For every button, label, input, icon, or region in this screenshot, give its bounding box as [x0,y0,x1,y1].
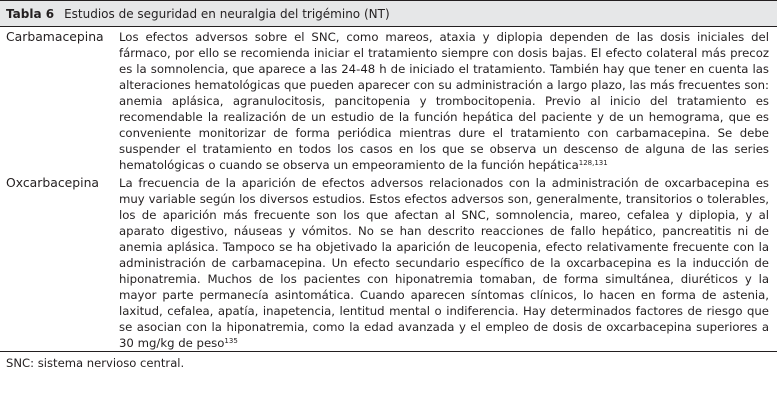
table-title: Estudios de seguridad en neuralgia del trigémino (NT) [64,6,390,21]
reference-superscript: 128,131 [578,159,608,167]
description-text: La frecuencia de la aparición de efectos adversos relacionados con la administración de oxcarbacepina es muy variable según los diversos estudios. Estos efectos adversos son, generalmente, transitorios o tolerables, los de aparición más frecuente son los que afectan al SNC, somnolencia, mareo, cefalea y diplopia, y al aparato digestivo, náuseas y vómitos. No se han descrito reacciones de fallo hepático, pancreatitis ni de anemia aplásica. Tampoco se ha objetivado la aparición de leucopenia, efecto relativamente frecuente con la administración de carbamacepina. Un efecto secundario específico de la oxcarbacepina es la inducción de hiponatremia. Muchos de los pacientes con hiponatremia tomaban, de forma simultánea, diuréticos y la mayor parte permanecía asintomática. Cuando aparecen síntomas clínicos, lo hacen en forma de astenia, laxitud, cefalea, apatía, inapetencia, lentitud mental o indiferencia. Hay determinados factores de riesgo que se asocian con la hiponatremia, como la edad avanzada y el empleo de dosis de oxcarbacepina superiores a 30 mg/kg de peso [119,176,769,350]
table-label: Tabla 6 [6,6,55,21]
drug-description [119,173,769,351]
drug-name: Carbamacepina [6,29,104,44]
table-caption [0,0,777,26]
table-row-oxcarbacepina [0,173,777,351]
table-row-carbamacepina [0,26,777,173]
description-text: Los efectos adversos sobre el SNC, como mareos, ataxia y diplopia dependen de las dosis iniciales del fármaco, por ello se recomienda iniciar el tratamiento siempre con dosis bajas. El efecto colateral más precoz es la somnolencia, que aparece a las 24-48 h de iniciado el tratamiento. También hay que tener en cuenta las alteraciones hematológicas que pueden aparecer con su administración a largo plazo, las más frecuentes son: anemia aplásica, agranulocitosis, pancitopenia y trombocitopenia. Previo al inicio del tratamiento es recomendable la realización de un estudio de la función hepática del paciente y de un hemograma, que es conveniente monitorizar de forma periódica mientras dure el tratamiento con carbamacepina. Se debe suspender el tratamiento en todos los casos en los que se observa un descenso de alguna de las series hematológicas o cuando se observa un empeoramiento de la función hepática [119,30,769,172]
drug-description [119,27,769,173]
table-footnote: SNC: sistema nervioso central. [6,356,185,370]
drug-name: Oxcarbacepina [6,175,100,190]
reference-superscript: 135 [224,337,238,345]
